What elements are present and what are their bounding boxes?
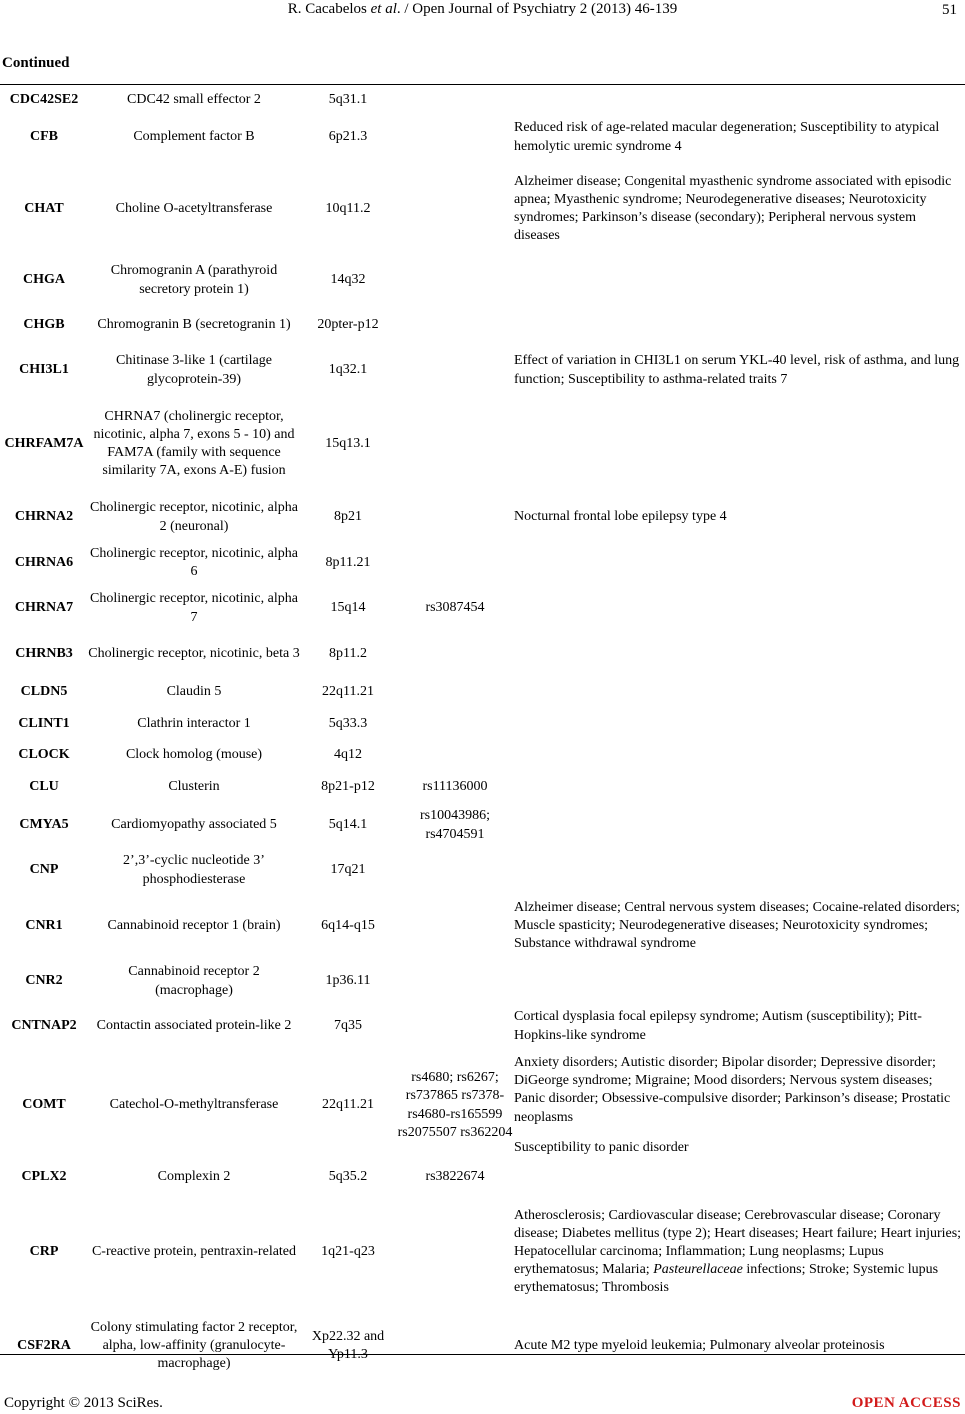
gene-snp [396,258,514,303]
gene-locus: 7q35 [334,1018,362,1034]
gene-locus: 17q21 [330,862,366,878]
table-row [0,495,965,540]
table-row [0,85,965,115]
gene-name: Contactin associated protein-like 2 [96,1018,292,1034]
table-row [0,1162,965,1192]
gene-name: Cholinergic receptor, nicotinic, alpha 2 (neuronal) [90,500,298,534]
gene-disease [514,1162,965,1192]
gene-disease [514,160,965,258]
gene-locus: 8p11.21 [325,554,371,570]
gene-snp: rs3822674 [425,1168,485,1184]
gene-symbol: CHRNA6 [14,554,74,570]
gene-name: Clathrin interactor 1 [137,715,251,731]
disease-text: Cortical dysplasia focal epilepsy syndrome; Autism (susceptibility); Pitt-Hopkins-like syndrome [514,1009,922,1043]
gene-name: Cannabinoid receptor 1 (brain) [107,917,281,933]
gene-name: Cardiomyopathy associated 5 [111,817,277,833]
table-row [0,115,965,160]
gene-snp [396,393,514,495]
table-bottom-rule [0,1354,965,1355]
gene-locus: 1q32.1 [328,362,368,378]
gene-table-body [0,85,965,1380]
gene-disease [514,631,965,677]
gene-symbol: CLDN5 [20,684,68,700]
gene-disease [514,586,965,631]
gene-name: Clusterin [168,778,220,794]
gene-symbol: CPLX2 [21,1168,67,1184]
gene-symbol: CMYA5 [19,817,69,833]
gene-name: Claudin 5 [166,684,222,700]
gene-snp [396,959,514,1004]
gene-disease [514,540,965,586]
gene-snp [396,540,514,586]
gene-locus: 22q11.21 [322,1097,374,1113]
table-row [0,1049,965,1162]
table-row [0,771,965,803]
gene-disease [514,1192,965,1312]
gene-disease [514,740,965,771]
table-row [0,540,965,586]
gene-disease [514,303,965,348]
table-row [0,303,965,348]
gene-locus: 14q32 [330,272,366,288]
gene-snp [396,677,514,708]
table-row [0,393,965,495]
gene-disease [514,677,965,708]
gene-disease [514,85,965,115]
gene-disease [514,893,965,959]
gene-name: Chitinase 3-like 1 (cartilage glycoprotein-39) [116,353,272,387]
gene-disease [514,348,965,393]
gene-locus: 5q35.2 [328,1168,368,1184]
gene-disease [514,495,965,540]
table-row [0,803,965,848]
gene-snp [396,115,514,160]
gene-disease [514,771,965,803]
gene-snp [396,160,514,258]
gene-symbol: CHRNA7 [14,600,74,616]
gene-name: C-reactive protein, pentraxin-related [91,1243,297,1259]
gene-name: Cannabinoid receptor 2 (macrophage) [128,964,260,998]
gene-disease [514,1004,965,1049]
disease-text: Reduced risk of age-related macular degeneration; Susceptibility to atypical hemolytic uremic syndrome 4 [514,120,940,154]
gene-symbol: CHGB [23,317,65,333]
gene-locus: 8p11.2 [329,645,367,661]
open-access-label: OPEN ACCESS [851,1395,961,1411]
gene-snp [396,1004,514,1049]
copyright: Copyright © 2013 SciRes. [4,1395,163,1411]
gene-name: Catechol-O-methyltransferase [109,1097,279,1113]
gene-symbol: CNP [29,862,59,878]
disease-text: Atherosclerosis; Cardiovascular disease; Cerebrovascular disease; Coronary disease; Diabetes mellitus (type 2); Heart diseases; Heart failure; Heart injuries; Hepatocellular carcinoma; Inflammation; Lung neoplasms; Lupus erythematosus; Malaria; Pasteurellaceae infections; Stroke; Systemic lupus erythematosus; Thrombosis [514,1207,962,1296]
gene-disease [514,258,965,303]
gene-symbol: CHI3L1 [19,362,69,378]
gene-name: Cholinergic receptor, nicotinic, beta 3 [88,645,300,661]
table-row [0,1004,965,1049]
gene-symbol: CDC42SE2 [9,91,79,107]
gene-snp [396,740,514,771]
citation: . / Open Journal of Psychiatry 2 (2013) 46-139 [396,1,678,17]
gene-name: Complement factor B [133,129,255,145]
gene-name: Clock homolog (mouse) [125,747,263,763]
table-row [0,893,965,959]
table-row [0,631,965,677]
table-row [0,348,965,393]
gene-name: CHRNA7 (cholinergic receptor, nicotinic, alpha 7, exons 5 - 10) and FAM7A (family with sequence similarity 7A, exons A-E) fusion [93,408,295,479]
gene-disease [514,708,965,740]
disease-text: Effect of variation in CHI3L1 on serum YKL-40 level, risk of asthma, and lung function; Susceptibility to asthma-related traits 7 [514,353,960,387]
gene-symbol: CLINT1 [18,715,70,731]
table-row [0,708,965,740]
gene-name: 2’,3’-cyclic nucleotide 3’ phosphodiesterase [123,853,265,887]
table-row [0,160,965,258]
table-row [0,959,965,1004]
gene-locus: 20pter-p12 [317,317,379,333]
gene-name: Chromogranin A (parathyroid secretory protein 1) [110,263,278,297]
gene-snp: rs10043986; rs4704591 [420,808,490,842]
gene-symbol: CHRNB3 [15,645,73,661]
gene-symbol: CFB [30,129,58,145]
page-number: 51 [942,2,957,18]
gene-snp [396,85,514,115]
gene-locus: 6p21.3 [328,129,368,145]
gene-locus: 6q14-q15 [321,917,375,933]
gene-locus: 1q21-q23 [321,1243,375,1259]
gene-snp [396,1312,514,1380]
gene-snp [396,495,514,540]
gene-name: Chromogranin B (secretogranin 1) [97,317,291,333]
gene-snp: rs4680; rs6267; rs737865 rs7378-rs4680-rs165599 rs2075507 rs362204 [397,1070,513,1140]
gene-locus: 1p36.11 [325,973,371,989]
gene-locus: 10q11.2 [325,200,371,216]
gene-locus: 22q11.21 [322,684,374,700]
gene-table [0,85,965,1380]
gene-snp [396,893,514,959]
gene-disease [514,848,965,893]
journal-citation [0,1,965,18]
authors: R. Cacabelos [287,1,371,17]
gene-snp [396,348,514,393]
gene-disease [514,959,965,1004]
gene-name: Colony stimulating factor 2 receptor, alpha, low-affinity (granulocyte-macrophage) [90,1319,298,1372]
gene-snp [396,631,514,677]
gene-disease [514,393,965,495]
table-row [0,1192,965,1312]
gene-name: Cholinergic receptor, nicotinic, alpha 7 [90,591,298,625]
gene-name: Choline O-acetyltransferase [115,200,273,216]
gene-disease [514,803,965,848]
et-al: et al [370,1,397,17]
gene-symbol: CNR1 [25,917,63,933]
gene-locus: 8p21-p12 [321,778,375,794]
gene-locus: Xp22.32 and Yp11.3 [311,1328,385,1362]
gene-locus: 15q14 [330,600,366,616]
genus-name: Pasteurellaceae [653,1262,743,1278]
gene-name: Cholinergic receptor, nicotinic, alpha 6 [90,545,298,579]
gene-disease [514,1049,965,1162]
gene-symbol: CNTNAP2 [11,1018,77,1034]
table-row [0,586,965,631]
continued-label: Continued [2,55,70,71]
gene-locus: 5q14.1 [328,817,368,833]
gene-symbol: CHRNA2 [14,509,74,525]
table-row [0,677,965,708]
gene-snp [396,303,514,348]
gene-locus: 8p21 [334,509,362,525]
gene-symbol: CHRFAM7A [4,435,84,451]
gene-disease [514,115,965,160]
gene-symbol: CHGA [23,272,65,288]
gene-snp [396,1192,514,1312]
table-row [0,1312,965,1380]
gene-locus: 5q31.1 [328,91,368,107]
disease-text: Alzheimer disease; Central nervous system diseases; Cocaine-related disorders; Muscle spasticity; Neurodegenerative diseases; Neurotoxicity syndromes; Substance withdrawal syndrome [514,899,960,952]
gene-disease [514,1312,965,1380]
gene-snp [396,848,514,893]
gene-symbol: CRP [29,1243,59,1259]
gene-name: CDC42 small effector 2 [127,91,261,107]
gene-symbol: CNR2 [25,973,63,989]
gene-symbol: CHAT [24,200,64,216]
disease-text: Anxiety disorders; Autistic disorder; Bipolar disorder; Depressive disorder; DiGeorge syndrome; Migraine; Mood disorders; Nervous system diseases; Panic disorder; Obsessive-compulsive disorder; Parkinson’s disease; Prostatic neoplasms [514,1055,951,1125]
gene-snp: rs3087454 [425,600,485,616]
gene-locus: 4q12 [334,747,362,763]
gene-symbol: CLOCK [18,747,70,763]
gene-locus: 15q13.1 [325,435,371,451]
disease-text: Nocturnal frontal lobe epilepsy type 4 [514,509,727,525]
gene-symbol: CSF2RA [17,1337,71,1353]
running-header [0,0,965,22]
disease-text: Alzheimer disease; Congenital myasthenic syndrome associated with episodic apnea; Myasthenic syndrome; Neurodegenerative diseases; Neurotoxicity syndromes; Parkinson’s disease (secondary); Peripheral nervous system diseases [514,173,952,244]
table-row [0,848,965,893]
disease-text: Acute M2 type myeloid leukemia; Pulmonary alveolar proteinosis [514,1337,885,1353]
gene-locus: 5q33.3 [328,715,368,731]
gene-symbol: COMT [22,1097,66,1113]
disease-text-secondary: Susceptibility to panic disorder [514,1139,689,1155]
gene-symbol: CLU [29,778,59,794]
table-row [0,258,965,303]
gene-snp: rs11136000 [422,778,488,794]
table-row [0,740,965,771]
gene-snp [396,708,514,740]
gene-name: Complexin 2 [157,1168,231,1184]
